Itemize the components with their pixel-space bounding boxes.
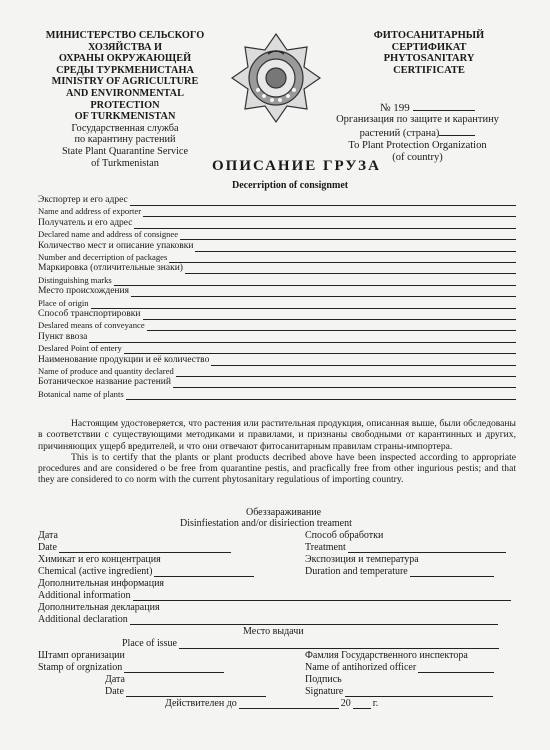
consignment-field-ru bbox=[38, 218, 516, 229]
label: Date bbox=[105, 686, 124, 697]
service-line: Государственная служба bbox=[71, 122, 179, 134]
service-line: of Turkmenistan bbox=[91, 157, 159, 169]
consignment-field-line[interactable] bbox=[134, 220, 516, 229]
consignment-field-line[interactable] bbox=[176, 368, 516, 377]
consignment-field-line[interactable] bbox=[169, 254, 516, 263]
certificate-title-ru: СЕРТИФИКАТ bbox=[391, 41, 467, 53]
treatment-method-line[interactable] bbox=[348, 544, 506, 553]
certificate-title-ru: ФИТОСАНИТАРНЫЙ bbox=[373, 30, 485, 41]
adddecl-line[interactable] bbox=[130, 616, 498, 625]
chemical-line[interactable] bbox=[154, 568, 254, 577]
consignment-field-label: Name and address of exporter bbox=[38, 206, 142, 217]
label: Stamp of orgnization bbox=[38, 662, 123, 673]
certificate-title-en: CERTIFICATE bbox=[393, 64, 465, 76]
ministry-line: PROTECTION bbox=[90, 99, 160, 111]
consignment-field-line[interactable] bbox=[211, 357, 516, 366]
consignment-field-label: Наименование продукции и её количество bbox=[38, 354, 210, 365]
label: Name of antihorized officer bbox=[305, 662, 417, 673]
consignment-field-line[interactable] bbox=[195, 243, 516, 252]
consignment-field-en bbox=[38, 252, 516, 263]
consignment-field-line[interactable] bbox=[147, 322, 516, 331]
certificate-number-label: № 199 bbox=[380, 102, 410, 114]
national-emblem-icon bbox=[228, 30, 324, 126]
issue-date-label-ru bbox=[105, 674, 125, 685]
consignment-field-ru bbox=[38, 309, 516, 320]
consignment-field-line[interactable] bbox=[130, 197, 516, 206]
place-issue-field bbox=[122, 638, 499, 649]
consignment-field-ru bbox=[38, 286, 516, 297]
label: Duration and temperature bbox=[305, 566, 408, 577]
certification-text bbox=[38, 418, 516, 486]
consignment-field-label: Маркировка (отличительные знаки) bbox=[38, 263, 183, 274]
label: Дополнительная декларация bbox=[38, 602, 160, 613]
valid-year-line[interactable] bbox=[353, 700, 371, 709]
certificate-number bbox=[380, 101, 475, 114]
treatment-method-field bbox=[305, 542, 506, 553]
consignment-field-label: Количество мест и описание упаковки bbox=[38, 240, 194, 251]
signature-label-ru bbox=[305, 674, 342, 685]
label: Additional declaration bbox=[38, 614, 128, 625]
officer-label-ru bbox=[305, 650, 468, 661]
exposure-label-ru bbox=[305, 554, 419, 565]
certificate-header bbox=[355, 30, 503, 76]
consignment-field-ru bbox=[38, 332, 516, 343]
exposure-line[interactable] bbox=[410, 568, 494, 577]
stamp-label-ru bbox=[38, 650, 125, 661]
label: Additional information bbox=[38, 590, 131, 601]
consignment-field-label: Deslared Point of entery bbox=[38, 343, 122, 354]
label: Химикат и его концентрация bbox=[38, 554, 161, 565]
label: Дата bbox=[38, 530, 58, 541]
chemical-field bbox=[38, 566, 254, 577]
place-issue-line[interactable] bbox=[179, 640, 499, 649]
label: Экспозиция и температура bbox=[305, 554, 419, 565]
addinfo-line[interactable] bbox=[133, 592, 511, 601]
stamp-line[interactable] bbox=[124, 664, 224, 673]
label: Signature bbox=[305, 686, 344, 697]
consignment-field-line[interactable] bbox=[143, 311, 517, 320]
consignment-field-en bbox=[38, 275, 516, 286]
consignment-field-ru bbox=[38, 377, 516, 388]
valid-until-line[interactable] bbox=[239, 700, 339, 709]
ministry-line: ХОЗЯЙСТВА И bbox=[88, 41, 162, 53]
org-line: To Plant Protection Organization bbox=[348, 140, 487, 151]
consignment-field-en bbox=[38, 320, 516, 331]
ministry-line: МИНИСТЕРСТВО СЕЛЬСКОГО bbox=[45, 30, 205, 41]
consignment-field-en bbox=[38, 206, 516, 217]
certificate-number-line[interactable] bbox=[413, 101, 475, 111]
treatment-method-label-ru bbox=[305, 530, 383, 541]
place-issue-label-ru: Место выдачи bbox=[243, 626, 304, 637]
consignment-field-label: Declared name and address of consignee bbox=[38, 229, 179, 240]
consignment-field-ru bbox=[38, 355, 516, 366]
consignment-field-label: Экспортер и его адрес bbox=[38, 195, 128, 205]
ministry-line: MINISTRY OF AGRICULTURE bbox=[51, 76, 199, 88]
label: Place of issue bbox=[122, 638, 177, 649]
officer-line[interactable] bbox=[418, 664, 494, 673]
treatment-date-field bbox=[38, 542, 231, 553]
consignment-field-en bbox=[38, 366, 516, 377]
consignment-field-label: Ботаническое название растений bbox=[38, 377, 171, 388]
valid-year: 20 bbox=[340, 698, 351, 709]
stamp-field bbox=[38, 662, 224, 673]
consignment-field-line[interactable] bbox=[89, 334, 516, 343]
country-field[interactable] bbox=[439, 126, 475, 136]
consignment-field-line[interactable] bbox=[173, 379, 516, 388]
label: Способ обработки bbox=[305, 530, 384, 541]
ministry-line: OF TURKMENISTAN bbox=[74, 111, 176, 123]
consignment-field-line[interactable] bbox=[180, 231, 516, 240]
consignment-field-label: Способ транспортировки bbox=[38, 309, 141, 319]
consignment-field-label: Number and decerription of packages bbox=[38, 252, 168, 262]
ministry-line: ОХРАНЫ ОКРУЖАЮЩЕЙ bbox=[58, 53, 192, 65]
treatment-date-label-ru bbox=[38, 530, 58, 541]
officer-field bbox=[305, 662, 494, 673]
treatment-date-line[interactable] bbox=[59, 544, 231, 553]
certification-text-ru: Настоящим удостоверяется, что растения или растительная продукция, описанная выше, были обследованы в соответствии с существующими методиками и правилами, и признаны свободными от карантинных и других, причиняющих ущерб вредителей, и что они отвечают фитосанитарным правилам страны-импортера. bbox=[38, 418, 516, 452]
consignment-field-en bbox=[38, 229, 516, 240]
valid-until-label: Действителен до bbox=[165, 698, 237, 709]
label: Штамп организации bbox=[38, 650, 125, 661]
consignment-field-label: Botanical name of plants bbox=[38, 388, 124, 399]
certificate-title-en: PHYTOSANITARY bbox=[383, 53, 475, 65]
consignment-field-line[interactable] bbox=[91, 300, 516, 309]
exposure-field bbox=[305, 566, 494, 577]
signature-line[interactable] bbox=[345, 688, 493, 697]
consignment-field-label: Distinguishing marks bbox=[38, 274, 112, 285]
issue-date-line[interactable] bbox=[126, 688, 266, 697]
treatment-title-ru: Обеззараживание bbox=[246, 507, 322, 518]
page-title: ОПИСАНИЕ ГРУЗА bbox=[212, 158, 381, 174]
adddecl-field bbox=[38, 614, 498, 625]
consignment-field-label: Name of produce and quantity declared bbox=[38, 366, 174, 376]
consignment-field-label: Место происхождения bbox=[38, 286, 129, 297]
label: Дата bbox=[105, 674, 125, 685]
consignment-field-line[interactable] bbox=[131, 288, 516, 297]
consignment-field-label: Пункт ввоза bbox=[38, 331, 88, 342]
label: Chemical (active ingredient) bbox=[38, 566, 153, 577]
addinfo-label-ru bbox=[38, 578, 164, 589]
addinfo-field bbox=[38, 590, 511, 601]
consignment-field-line[interactable] bbox=[114, 277, 516, 286]
consignment-field-en bbox=[38, 298, 516, 309]
label: Дополнительная информация bbox=[38, 578, 165, 589]
consignment-field-ru bbox=[38, 241, 516, 252]
valid-until-field bbox=[165, 698, 378, 709]
treatment-title-en: Disinfiestation and/or disiriection treament bbox=[180, 518, 352, 529]
consignment-field-en bbox=[38, 389, 516, 400]
org-line: Организация по защите и карантину bbox=[336, 114, 499, 125]
label: Date bbox=[38, 542, 57, 553]
adddecl-label-ru bbox=[38, 602, 160, 613]
consignment-field-label: Place of origin bbox=[38, 297, 89, 308]
org-line: растений (страна) bbox=[359, 128, 440, 139]
org-line: (of country) bbox=[392, 152, 443, 163]
consignment-field-line[interactable] bbox=[124, 345, 516, 354]
ministry-line: СРЕДЫ ТУРКМЕНИСТАНА bbox=[56, 64, 194, 76]
label: Подпись bbox=[305, 674, 342, 685]
consignment-field-line[interactable] bbox=[126, 391, 516, 400]
chemical-label-ru bbox=[38, 554, 161, 565]
issue-date-field bbox=[105, 686, 266, 697]
certification-text-en: This is to certify that the plants or plant products decribed above have been inspected according to appropriate procedures and are considered o be free from quarantine pestis, and pracfically free from other ingurious pestis; and that they are considered to co norm with the current phytosanitary regulatious of importing country. bbox=[38, 451, 516, 486]
signature-field bbox=[305, 686, 493, 697]
consignment-field-en bbox=[38, 343, 516, 354]
page-subtitle: Decerription of consignmet bbox=[232, 180, 349, 191]
label: Treatment bbox=[305, 542, 346, 553]
consignment-field-line[interactable] bbox=[185, 265, 516, 274]
consignment-field-label: Получатель и его адрес bbox=[38, 217, 133, 228]
ministry-line: AND ENVIRONMENTAL bbox=[66, 87, 184, 99]
consignment-field-ru bbox=[38, 195, 516, 206]
ministry-header bbox=[30, 30, 220, 169]
valid-suffix: г. bbox=[372, 698, 379, 709]
consignment-field-line[interactable] bbox=[143, 208, 516, 217]
consignment-field-label: Deslared means of conveyance bbox=[38, 320, 145, 331]
service-line: по карантину растений bbox=[74, 134, 176, 146]
label: Фамлия Государственного инспектора bbox=[305, 650, 468, 661]
plant-protection-org bbox=[320, 114, 515, 164]
service-line: State Plant Quarantine Service bbox=[61, 145, 189, 157]
consignment-field-ru bbox=[38, 263, 516, 274]
